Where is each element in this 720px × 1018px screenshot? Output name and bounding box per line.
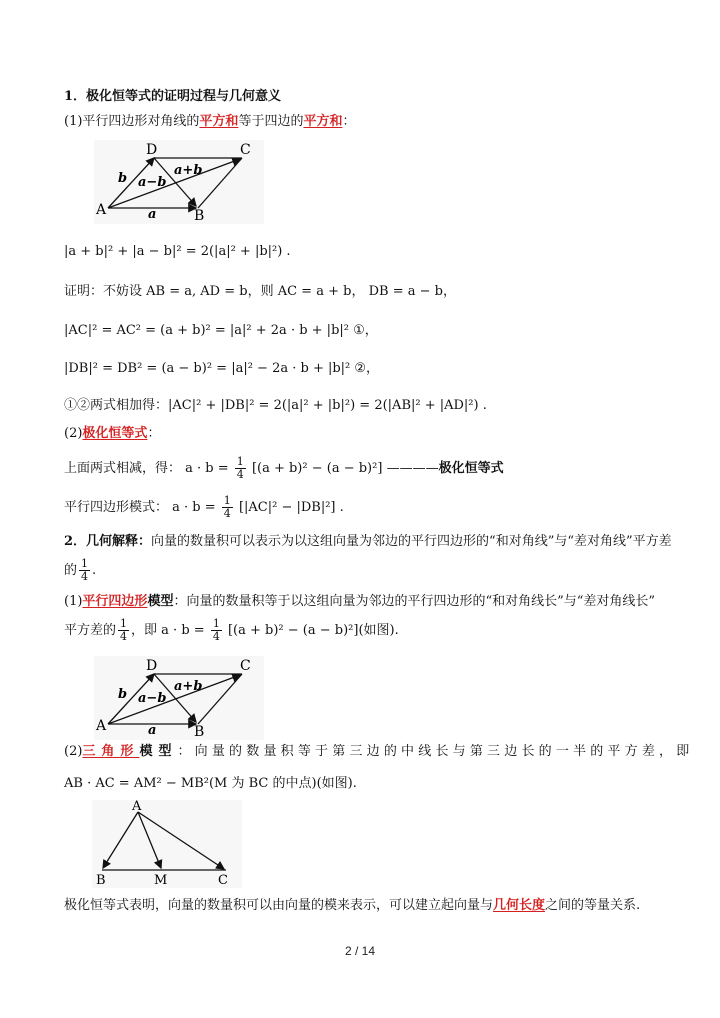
equation-4: [64, 397, 487, 415]
para-polarization: [64, 425, 160, 443]
text: (1)平行四边形对角线的: [64, 114, 200, 129]
label-amb: a−b: [138, 175, 167, 190]
para-parallelogram-rule: [64, 113, 355, 131]
text: 之间的等量关系.: [545, 898, 641, 913]
math: |AC|² + |DB|² = 2(|a|² + |b|²) = 2(|AB|² + |AD|²) .: [168, 398, 487, 413]
proof-line: [64, 283, 456, 301]
text: ：: [342, 114, 356, 129]
label-D: D: [146, 658, 158, 674]
final-paragraph: [64, 897, 640, 915]
fraction: $\frac{1}{4}$: [120, 617, 128, 643]
text: (2): [64, 744, 83, 759]
page-number: 2 / 14: [344, 944, 376, 958]
text: 平方差的: [64, 623, 117, 638]
math: AB · AC = AM² − MB²: [64, 776, 209, 791]
text: ，即: [131, 623, 158, 638]
equation-6: [64, 495, 344, 520]
text: ，则: [247, 284, 274, 299]
text: (1): [64, 594, 83, 609]
math: DB = a − b: [368, 284, 443, 299]
math: a · b =: [172, 500, 216, 515]
highlight-term: 极化恒等式: [82, 426, 148, 441]
label-B: B: [96, 873, 106, 888]
term: 模型: [147, 594, 174, 609]
text: .: [92, 563, 97, 578]
math: [(a + b)² − (a − b)²]: [251, 461, 383, 476]
label-M: M: [154, 873, 168, 888]
term: 极化恒等式: [438, 461, 504, 476]
label-A: A: [96, 202, 107, 218]
text: 证明：不妨设: [64, 284, 143, 299]
label-b: b: [118, 687, 128, 702]
label-b: b: [118, 171, 128, 186]
math: AB = a, AD = b: [146, 284, 248, 299]
highlight-term: 三角形: [82, 744, 140, 759]
text: ，: [351, 284, 365, 299]
math: [|AC|² − |DB|²] .: [238, 500, 344, 515]
label-B: B: [194, 208, 205, 224]
label-apb: a+b: [174, 679, 203, 694]
label-a: a: [148, 723, 157, 738]
text: 向量的数量积可以表示为以这组向量为邻边的平行四边形的“和对角线”与“差对角线”平方差: [151, 534, 672, 549]
equation-5: [64, 456, 504, 481]
text: ，: [442, 284, 456, 299]
label-A: A: [132, 800, 142, 814]
equation-2: |AC|² = AC² = (a + b)² = |a|² + 2a · b + |b|² ①，: [64, 323, 378, 338]
equation-3: |DB|² = DB² = (a − b)² = |a|² − 2a · b + |b|² ②，: [64, 361, 380, 376]
label-A: A: [96, 718, 107, 734]
highlight-term: 几何长度: [493, 898, 546, 913]
label-B: B: [194, 724, 205, 740]
model-1: [64, 593, 655, 611]
highlight-term: 平行四边形: [82, 594, 148, 609]
text: 等于四边的: [238, 114, 304, 129]
fraction: $\frac{1}{4}$: [223, 494, 231, 520]
text: ①②两式相加得：: [64, 398, 169, 413]
text: 极化恒等式表明，向量的数量积可以由向量的模来表示，可以建立起向量与: [64, 898, 494, 913]
section2-heading: [64, 533, 672, 551]
text: 的: [64, 563, 78, 578]
model-2-cont: [64, 775, 357, 793]
math: a · b =: [161, 623, 205, 638]
label-C: C: [240, 658, 251, 674]
equation-1: |a + b|² + |a − b|² = 2(|a|² + |b|²) .: [64, 244, 291, 259]
fraction: $\frac{1}{4}$: [81, 557, 89, 583]
text: (M 为 BC 的中点)(如图).: [208, 776, 357, 791]
math: AC = a + b: [277, 284, 352, 299]
label-a: a: [148, 207, 157, 222]
triangle-diagram: [92, 800, 242, 888]
section2-heading-cont: [64, 558, 96, 583]
heading: 2．几何解释：: [64, 534, 152, 549]
highlight-term: 平方和: [303, 114, 343, 129]
label-D: D: [146, 142, 158, 158]
label-C: C: [240, 142, 251, 158]
highlight-term: 平方和: [199, 114, 239, 129]
label-amb: a−b: [138, 691, 167, 706]
text: (2): [64, 426, 83, 441]
label-apb: a+b: [174, 163, 203, 178]
text: ：向量的数量积等于第三边的中线长与第三边长的一半的平方差，即: [177, 744, 694, 759]
text: ：向量的数量积等于以这组向量为邻边的平行四边形的“和对角线长”与“差对角线长”: [173, 594, 656, 609]
dash: ————: [386, 461, 439, 476]
parallelogram-diagram-1: [94, 140, 264, 224]
math: a · b =: [185, 461, 229, 476]
fraction: $\frac{1}{4}$: [212, 617, 220, 643]
section1-heading: 1．极化恒等式的证明过程与几何意义: [64, 89, 282, 104]
model-2: [64, 743, 693, 761]
term: 模型: [139, 744, 178, 759]
text: ：: [147, 426, 161, 441]
math: [(a + b)² − (a − b)²]: [227, 623, 359, 638]
model-1-cont: [64, 618, 399, 643]
fraction: $\frac{1}{4}$: [236, 455, 244, 481]
text: 上面两式相减，得：: [64, 461, 182, 476]
text: (如图).: [358, 623, 399, 638]
parallelogram-diagram-2: [94, 656, 264, 740]
text: 平行四边形模式：: [64, 500, 169, 515]
label-C: C: [218, 873, 228, 888]
